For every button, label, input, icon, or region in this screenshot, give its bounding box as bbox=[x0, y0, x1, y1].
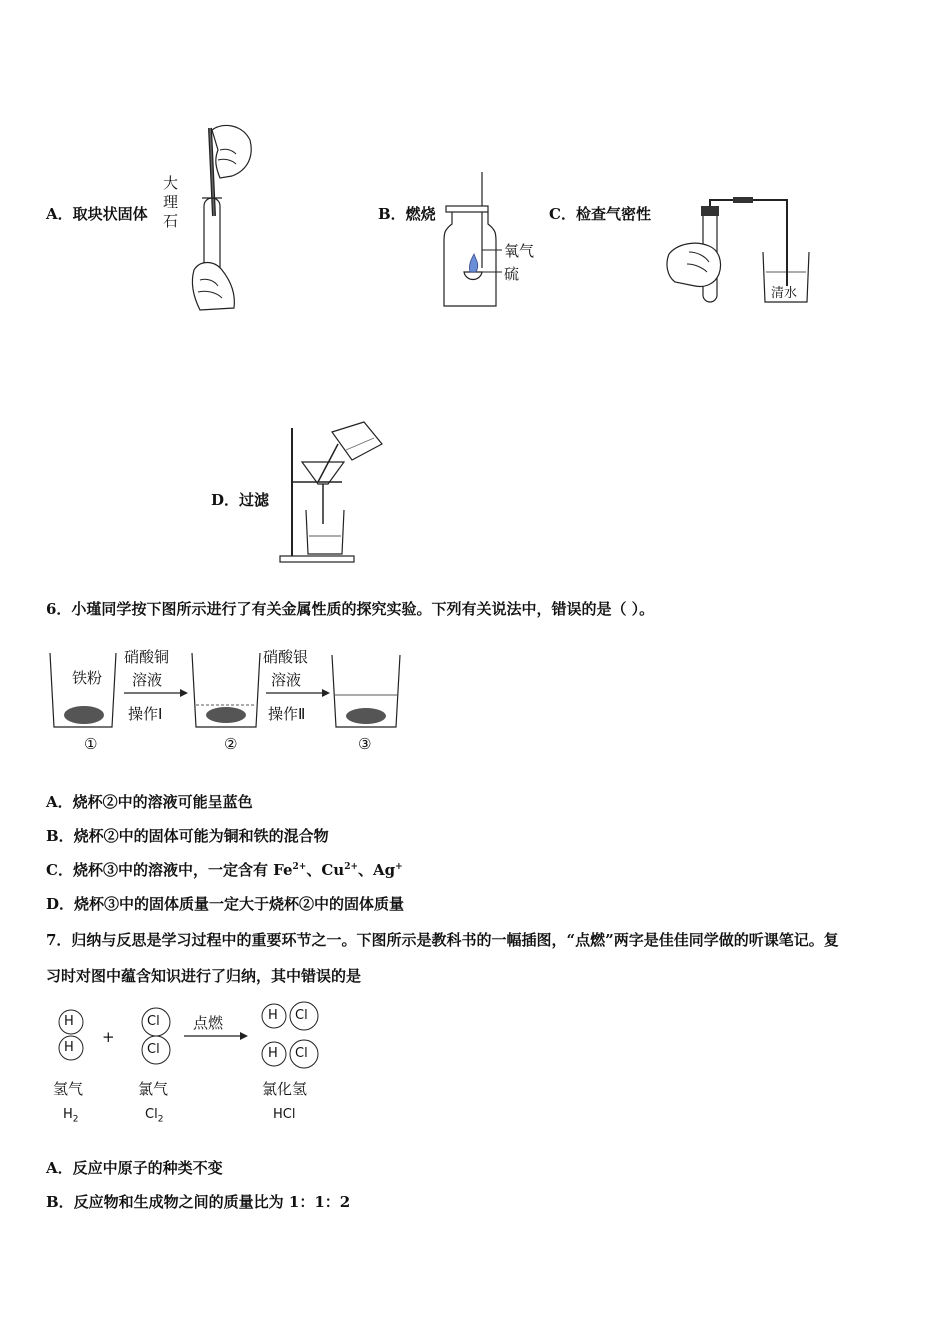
q7-h-label: H bbox=[64, 1040, 74, 1055]
q6-fig-arrow1-line3: 操作Ⅰ bbox=[128, 705, 163, 723]
beaker-2-solid bbox=[206, 707, 246, 723]
q7-hcl-cl-label: Cl bbox=[295, 1046, 308, 1061]
q7-stem-line1: 7．归纳与反思是学习过程中的重要环节之一。下图所示是教科书的一幅插图，“点燃”两字是佳佳同学做的听课笔记。复 bbox=[46, 931, 839, 949]
figure-c-label-water: 清水 bbox=[771, 286, 798, 301]
q7-stem-line2: 习时对图中蕴含知识进行了归纳，其中错误的是 bbox=[46, 967, 362, 985]
q6-fig-arrow2-line3: 操作Ⅱ bbox=[268, 705, 306, 723]
q5-option-a[interactable]: A．取块状固体 bbox=[46, 205, 148, 223]
q7-hcl-h-label: H bbox=[268, 1008, 278, 1023]
beaker-1-iron-powder bbox=[64, 706, 104, 724]
q7-formula-cl2: $Cl_2$ bbox=[145, 1107, 164, 1125]
q7-h-label: H bbox=[64, 1014, 74, 1029]
q6-option-b[interactable]: B．烧杯②中的固体可能为铜和铁的混合物 bbox=[46, 827, 329, 845]
figure-b-label-oxygen: 氧气 bbox=[504, 242, 535, 260]
q7-option-b[interactable]: B．反应物和生成物之间的质量比为 1：1：2 bbox=[46, 1193, 351, 1211]
q7-name-h2: 氢气 bbox=[53, 1080, 84, 1098]
q6-option-a[interactable]: A．烧杯②中的溶液可能呈蓝色 bbox=[46, 793, 253, 811]
q7-plus: + bbox=[102, 1028, 115, 1046]
q6-fig-arrow2-line1: 硝酸银 bbox=[263, 648, 309, 666]
q7-option-a[interactable]: A．反应中原子的种类不变 bbox=[46, 1159, 223, 1177]
q5-option-c[interactable]: C．检查气密性 bbox=[549, 205, 651, 223]
figure-a-label-marble: 大 理 石 bbox=[163, 174, 179, 230]
q7-arrow-ignite: 点燃 bbox=[193, 1014, 224, 1032]
q6-option-d[interactable]: D．烧杯③中的固体质量一定大于烧杯②中的固体质量 bbox=[46, 895, 405, 913]
q6-fig-arrow1-line2: 溶液 bbox=[132, 671, 163, 689]
q6-stem: 6．小瑾同学按下图所示进行了有关金属性质的探究实验。下列有关说法中，错误的是（ ）。 bbox=[46, 600, 655, 618]
q7-name-cl2: 氯气 bbox=[138, 1080, 169, 1098]
q6-fig-arrow1-line1: 硝酸铜 bbox=[124, 648, 170, 666]
q5-option-b[interactable]: B．燃烧 bbox=[378, 205, 436, 223]
beaker-3-solid bbox=[346, 708, 386, 724]
q6-fig-num-3: ③ bbox=[358, 735, 372, 753]
q6-fig-num-1: ① bbox=[84, 735, 98, 753]
q7-name-hcl: 氯化氢 bbox=[262, 1080, 308, 1098]
figure-d-filtration bbox=[278, 420, 388, 565]
q6-fig-iron-label: 铁粉 bbox=[72, 669, 103, 687]
q6-fig-arrow2-line2: 溶液 bbox=[271, 671, 302, 689]
figure-b-label-sulfur: 硫 bbox=[504, 265, 520, 283]
q5-option-d[interactable]: D．过滤 bbox=[211, 491, 270, 509]
q7-formula-hcl: HCl bbox=[273, 1107, 296, 1122]
q7-cl-label: Cl bbox=[147, 1014, 160, 1029]
q7-hcl-cl-label: Cl bbox=[295, 1008, 308, 1023]
q6-fig-num-2: ② bbox=[224, 735, 238, 753]
q7-cl-label: Cl bbox=[147, 1042, 160, 1057]
q7-formula-h2: $H_2$ bbox=[63, 1107, 79, 1125]
q7-hcl-h-label: H bbox=[268, 1046, 278, 1061]
q6-option-c[interactable]: C．烧杯③中的溶液中，一定含有 $Fe^{2+}$、$Cu^{2+}$、Ag+ bbox=[46, 861, 403, 879]
